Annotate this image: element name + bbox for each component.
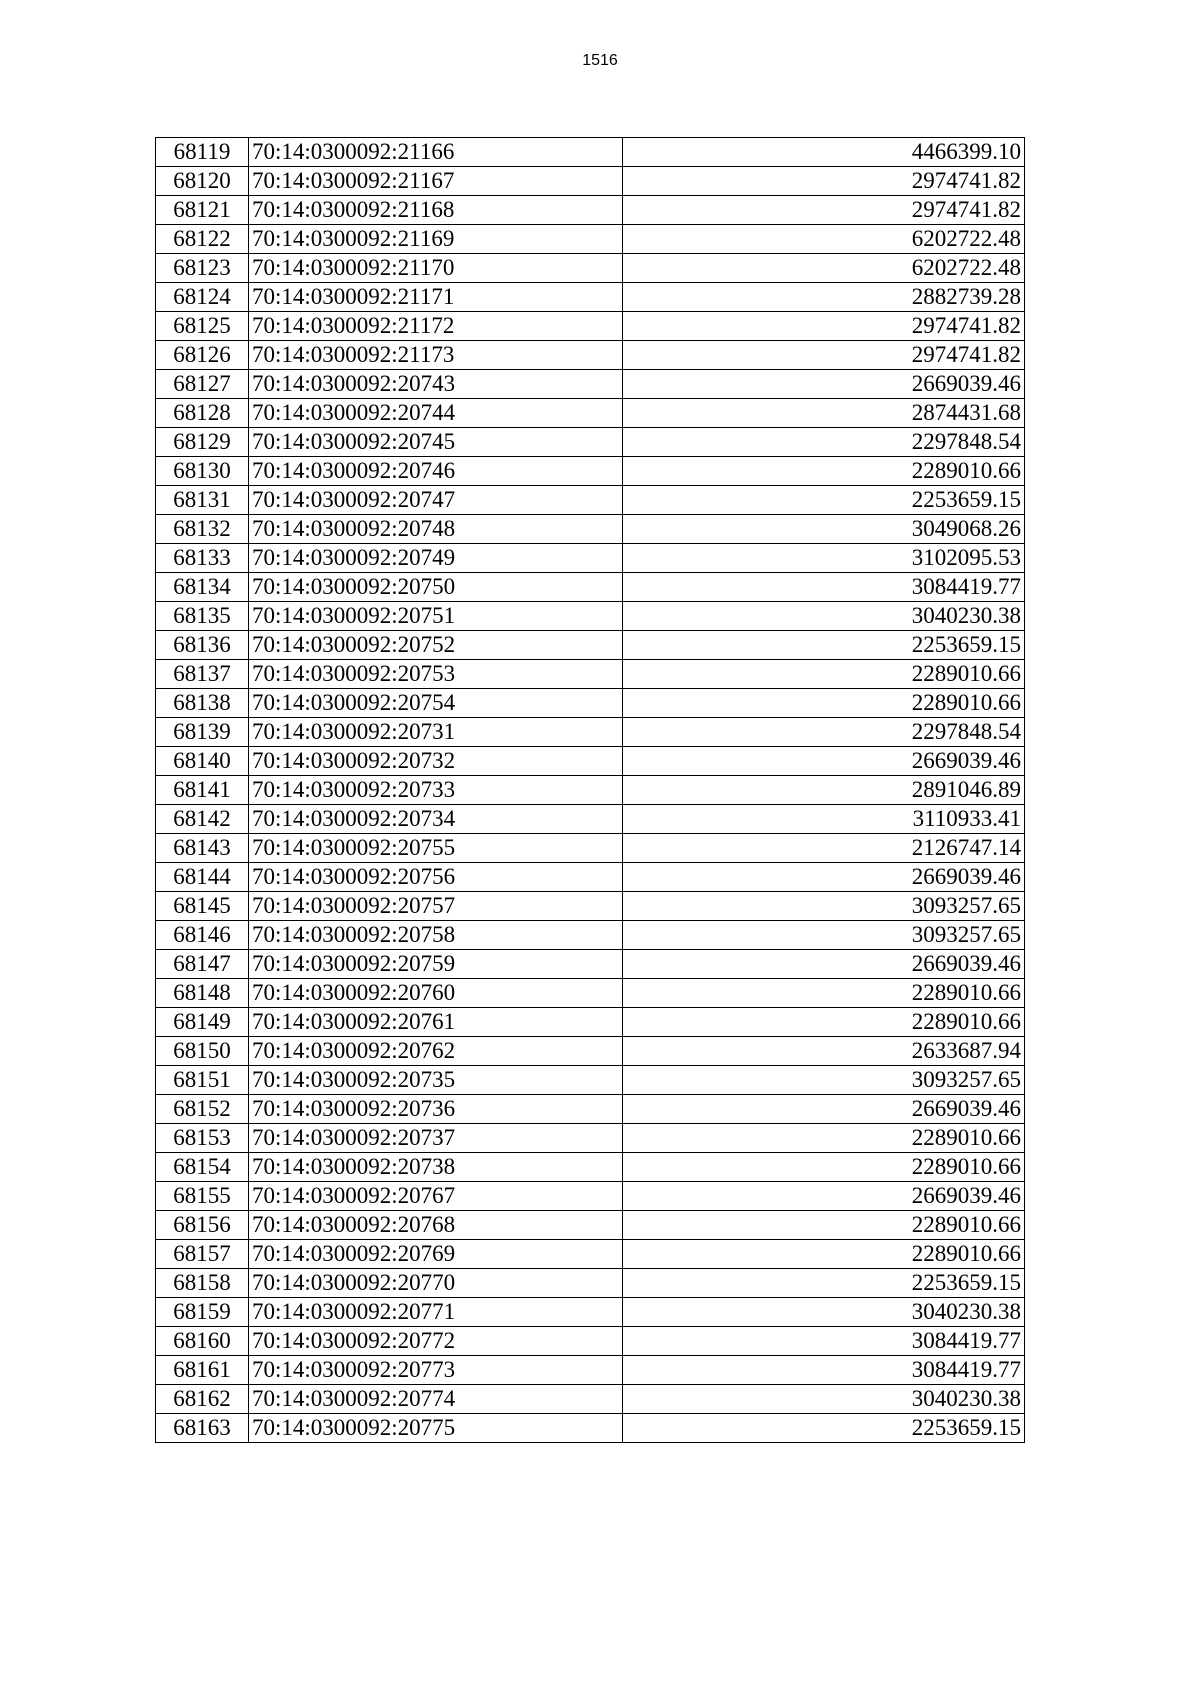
cadastral-number-cell: 70:14:0300092:20772: [249, 1327, 623, 1356]
table-row: [156, 718, 1025, 747]
row-number-cell: 68146: [156, 921, 249, 950]
cadastral-number-cell: 70:14:0300092:20731: [249, 718, 623, 747]
row-number-cell: 68127: [156, 370, 249, 399]
row-number-cell: 68148: [156, 979, 249, 1008]
row-number-cell: 68144: [156, 863, 249, 892]
cadastral-number-cell: 70:14:0300092:20757: [249, 892, 623, 921]
cadastral-number-cell: 70:14:0300092:20750: [249, 573, 623, 602]
row-number-cell: 68131: [156, 486, 249, 515]
cadastral-value-cell: 2669039.46: [623, 370, 1025, 399]
row-number-cell: 68140: [156, 747, 249, 776]
cadastral-value-cell: 2289010.66: [623, 660, 1025, 689]
cadastral-value-cell: 2289010.66: [623, 1240, 1025, 1269]
row-number-cell: 68152: [156, 1095, 249, 1124]
cadastral-value-cell: 4466399.10: [623, 138, 1025, 167]
row-number-cell: 68128: [156, 399, 249, 428]
table-row: [156, 370, 1025, 399]
page-number: 1516: [582, 52, 618, 69]
cadastral-number-cell: 70:14:0300092:20748: [249, 515, 623, 544]
cadastral-number-cell: 70:14:0300092:20749: [249, 544, 623, 573]
table-row: [156, 138, 1025, 167]
cadastral-value-cell: 3084419.77: [623, 1327, 1025, 1356]
table-row: [156, 834, 1025, 863]
table-row: [156, 979, 1025, 1008]
table-row: [156, 1414, 1025, 1443]
cadastral-number-cell: 70:14:0300092:20756: [249, 863, 623, 892]
cadastral-number-cell: 70:14:0300092:20754: [249, 689, 623, 718]
cadastral-number-cell: 70:14:0300092:20745: [249, 428, 623, 457]
cadastral-number-cell: 70:14:0300092:21171: [249, 283, 623, 312]
row-number-cell: 68139: [156, 718, 249, 747]
cadastral-value-cell: 2891046.89: [623, 776, 1025, 805]
table-row: [156, 689, 1025, 718]
row-number-cell: 68123: [156, 254, 249, 283]
cadastral-number-cell: 70:14:0300092:20747: [249, 486, 623, 515]
table-row: [156, 457, 1025, 486]
cadastral-number-cell: 70:14:0300092:21167: [249, 167, 623, 196]
table-row: [156, 1327, 1025, 1356]
cadastral-number-cell: 70:14:0300092:20735: [249, 1066, 623, 1095]
row-number-cell: 68147: [156, 950, 249, 979]
cadastral-number-cell: 70:14:0300092:20770: [249, 1269, 623, 1298]
row-number-cell: 68138: [156, 689, 249, 718]
cadastral-number-cell: 70:14:0300092:21170: [249, 254, 623, 283]
cadastral-value-cell: 2669039.46: [623, 950, 1025, 979]
row-number-cell: 68121: [156, 196, 249, 225]
row-number-cell: 68154: [156, 1153, 249, 1182]
cadastral-number-cell: 70:14:0300092:20758: [249, 921, 623, 950]
row-number-cell: 68151: [156, 1066, 249, 1095]
cadastral-value-cell: 3084419.77: [623, 1356, 1025, 1385]
cadastral-value-cell: 3093257.65: [623, 921, 1025, 950]
cadastral-value-cell: 3102095.53: [623, 544, 1025, 573]
row-number-cell: 68141: [156, 776, 249, 805]
cadastral-value-cell: 3110933.41: [623, 805, 1025, 834]
table-body: [156, 138, 1025, 1443]
table-row: [156, 1356, 1025, 1385]
cadastral-value-cell: 2126747.14: [623, 834, 1025, 863]
table-row: [156, 805, 1025, 834]
cadastral-value-cell: 3049068.26: [623, 515, 1025, 544]
table-row: [156, 1066, 1025, 1095]
cadastral-number-cell: 70:14:0300092:20771: [249, 1298, 623, 1327]
cadastral-value-cell: 2974741.82: [623, 167, 1025, 196]
cadastral-value-cell: 2669039.46: [623, 1182, 1025, 1211]
table-row: [156, 428, 1025, 457]
table-row: [156, 515, 1025, 544]
cadastral-number-cell: 70:14:0300092:20753: [249, 660, 623, 689]
cadastral-value-cell: 3040230.38: [623, 1385, 1025, 1414]
cadastral-value-cell: 2289010.66: [623, 689, 1025, 718]
cadastral-value-cell: 3093257.65: [623, 892, 1025, 921]
table-row: [156, 921, 1025, 950]
table-row: [156, 747, 1025, 776]
row-number-cell: 68159: [156, 1298, 249, 1327]
cadastral-number-cell: 70:14:0300092:21168: [249, 196, 623, 225]
table-row: [156, 312, 1025, 341]
row-number-cell: 68136: [156, 631, 249, 660]
table-row: [156, 341, 1025, 370]
cadastral-number-cell: 70:14:0300092:20734: [249, 805, 623, 834]
cadastral-number-cell: 70:14:0300092:20744: [249, 399, 623, 428]
cadastral-number-cell: 70:14:0300092:20732: [249, 747, 623, 776]
cadastral-value-cell: 2669039.46: [623, 863, 1025, 892]
row-number-cell: 68156: [156, 1211, 249, 1240]
table-row: [156, 254, 1025, 283]
row-number-cell: 68158: [156, 1269, 249, 1298]
cadastral-number-cell: 70:14:0300092:20743: [249, 370, 623, 399]
cadastral-value-cell: 2974741.82: [623, 312, 1025, 341]
cadastral-number-cell: 70:14:0300092:21166: [249, 138, 623, 167]
row-number-cell: 68161: [156, 1356, 249, 1385]
table-row: [156, 1124, 1025, 1153]
cadastral-number-cell: 70:14:0300092:20762: [249, 1037, 623, 1066]
cadastral-number-cell: 70:14:0300092:20759: [249, 950, 623, 979]
row-number-cell: 68122: [156, 225, 249, 254]
cadastral-value-cell: 6202722.48: [623, 254, 1025, 283]
table-row: [156, 283, 1025, 312]
row-number-cell: 68153: [156, 1124, 249, 1153]
table-row: [156, 1153, 1025, 1182]
row-number-cell: 68133: [156, 544, 249, 573]
row-number-cell: 68142: [156, 805, 249, 834]
cadastral-number-cell: 70:14:0300092:20768: [249, 1211, 623, 1240]
table-row: [156, 1211, 1025, 1240]
table-row: [156, 950, 1025, 979]
cadastral-number-cell: 70:14:0300092:20738: [249, 1153, 623, 1182]
row-number-cell: 68163: [156, 1414, 249, 1443]
table-row: [156, 776, 1025, 805]
cadastral-value-cell: 3084419.77: [623, 573, 1025, 602]
row-number-cell: 68143: [156, 834, 249, 863]
cadastral-value-cell: 2289010.66: [623, 1153, 1025, 1182]
table-row: [156, 544, 1025, 573]
cadastral-value-cell: 3093257.65: [623, 1066, 1025, 1095]
cadastral-value-cell: 2669039.46: [623, 1095, 1025, 1124]
cadastral-number-cell: 70:14:0300092:20736: [249, 1095, 623, 1124]
cadastral-value-table: [155, 137, 1025, 1443]
cadastral-number-cell: 70:14:0300092:20746: [249, 457, 623, 486]
cadastral-number-cell: 70:14:0300092:20773: [249, 1356, 623, 1385]
cadastral-value-cell: 2289010.66: [623, 1211, 1025, 1240]
cadastral-value-cell: 2874431.68: [623, 399, 1025, 428]
cadastral-value-cell: 2289010.66: [623, 1124, 1025, 1153]
row-number-cell: 68160: [156, 1327, 249, 1356]
table-row: [156, 1182, 1025, 1211]
cadastral-number-cell: 70:14:0300092:20755: [249, 834, 623, 863]
cadastral-value-cell: 2253659.15: [623, 1269, 1025, 1298]
table-row: [156, 660, 1025, 689]
cadastral-value-cell: 2669039.46: [623, 747, 1025, 776]
row-number-cell: 68150: [156, 1037, 249, 1066]
table-row: [156, 1240, 1025, 1269]
table-row: [156, 399, 1025, 428]
cadastral-number-cell: 70:14:0300092:20751: [249, 602, 623, 631]
row-number-cell: 68134: [156, 573, 249, 602]
table-row: [156, 1298, 1025, 1327]
row-number-cell: 68145: [156, 892, 249, 921]
row-number-cell: 68132: [156, 515, 249, 544]
cadastral-number-cell: 70:14:0300092:20733: [249, 776, 623, 805]
cadastral-value-cell: 6202722.48: [623, 225, 1025, 254]
table-row: [156, 892, 1025, 921]
row-number-cell: 68129: [156, 428, 249, 457]
table-row: [156, 196, 1025, 225]
row-number-cell: 68149: [156, 1008, 249, 1037]
row-number-cell: 68130: [156, 457, 249, 486]
cadastral-value-cell: 2289010.66: [623, 1008, 1025, 1037]
table-row: [156, 863, 1025, 892]
row-number-cell: 68120: [156, 167, 249, 196]
table-row: [156, 1385, 1025, 1414]
cadastral-number-cell: 70:14:0300092:20775: [249, 1414, 623, 1443]
cadastral-number-cell: 70:14:0300092:20774: [249, 1385, 623, 1414]
cadastral-value-cell: 2297848.54: [623, 428, 1025, 457]
table-row: [156, 225, 1025, 254]
cadastral-number-cell: 70:14:0300092:20737: [249, 1124, 623, 1153]
table-row: [156, 1008, 1025, 1037]
row-number-cell: 68119: [156, 138, 249, 167]
cadastral-number-cell: 70:14:0300092:20761: [249, 1008, 623, 1037]
table-row: [156, 167, 1025, 196]
table-row: [156, 1095, 1025, 1124]
cadastral-number-cell: 70:14:0300092:21169: [249, 225, 623, 254]
cadastral-value-cell: 2633687.94: [623, 1037, 1025, 1066]
cadastral-number-cell: 70:14:0300092:20769: [249, 1240, 623, 1269]
row-number-cell: 68125: [156, 312, 249, 341]
row-number-cell: 68155: [156, 1182, 249, 1211]
cadastral-value-cell: 2974741.82: [623, 341, 1025, 370]
cadastral-value-cell: 3040230.38: [623, 1298, 1025, 1327]
table-row: [156, 602, 1025, 631]
cadastral-value-cell: 2253659.15: [623, 486, 1025, 515]
row-number-cell: 68162: [156, 1385, 249, 1414]
cadastral-number-cell: 70:14:0300092:20752: [249, 631, 623, 660]
row-number-cell: 68137: [156, 660, 249, 689]
row-number-cell: 68124: [156, 283, 249, 312]
cadastral-value-cell: 2882739.28: [623, 283, 1025, 312]
cadastral-value-cell: 2253659.15: [623, 631, 1025, 660]
cadastral-number-cell: 70:14:0300092:21173: [249, 341, 623, 370]
cadastral-number-cell: 70:14:0300092:20767: [249, 1182, 623, 1211]
table-row: [156, 1269, 1025, 1298]
cadastral-value-cell: 2297848.54: [623, 718, 1025, 747]
table-row: [156, 573, 1025, 602]
table-row: [156, 486, 1025, 515]
cadastral-number-cell: 70:14:0300092:21172: [249, 312, 623, 341]
cadastral-value-cell: 2289010.66: [623, 457, 1025, 486]
cadastral-value-cell: 2253659.15: [623, 1414, 1025, 1443]
cadastral-value-cell: 2974741.82: [623, 196, 1025, 225]
cadastral-value-cell: 3040230.38: [623, 602, 1025, 631]
table-row: [156, 631, 1025, 660]
cadastral-value-cell: 2289010.66: [623, 979, 1025, 1008]
row-number-cell: 68135: [156, 602, 249, 631]
table-row: [156, 1037, 1025, 1066]
cadastral-number-cell: 70:14:0300092:20760: [249, 979, 623, 1008]
row-number-cell: 68126: [156, 341, 249, 370]
row-number-cell: 68157: [156, 1240, 249, 1269]
